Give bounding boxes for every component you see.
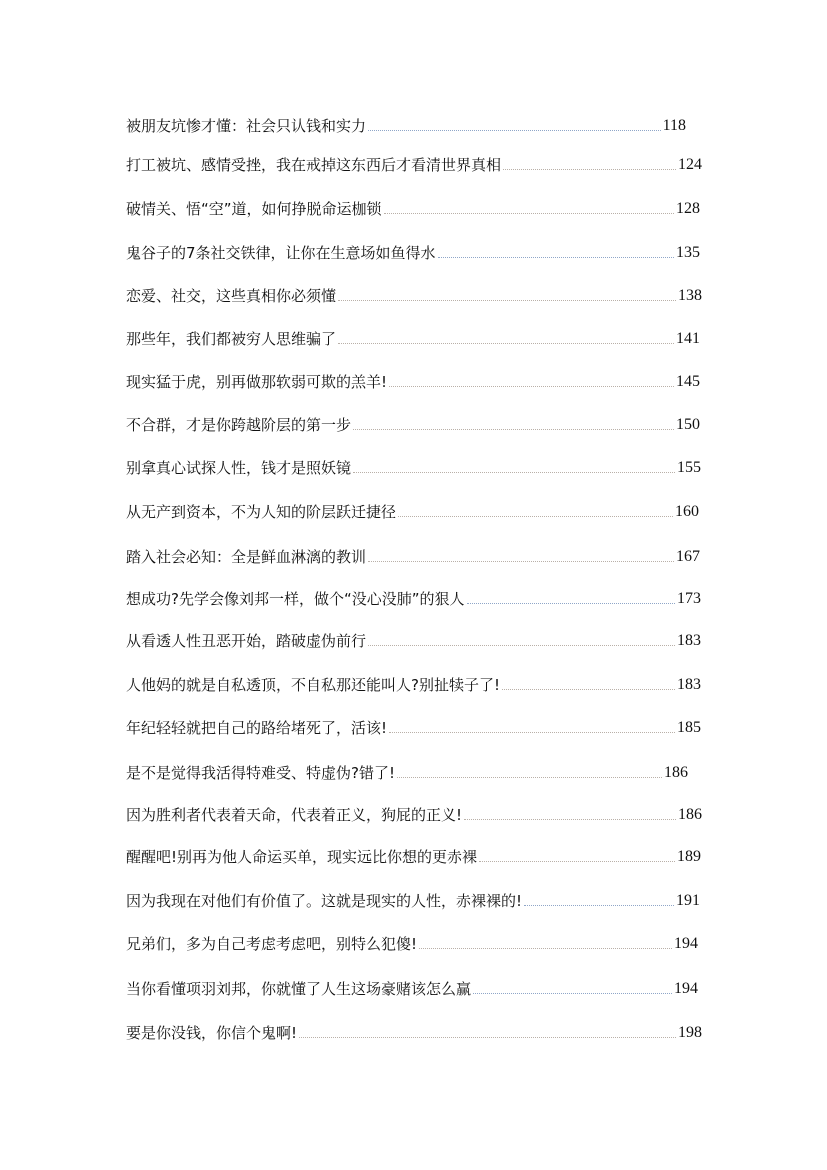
toc-entry bbox=[126, 371, 700, 393]
toc-entry-title: 恋爱、社交，这些真相你必须懂 bbox=[126, 287, 337, 305]
toc-entry bbox=[126, 242, 700, 264]
dot-leader bbox=[353, 429, 674, 430]
dot-leader bbox=[479, 861, 675, 862]
dot-leader bbox=[389, 732, 675, 733]
toc-entry bbox=[126, 630, 701, 652]
toc-entry-page: 185 bbox=[677, 719, 701, 736]
dot-leader bbox=[368, 561, 674, 562]
toc-entry-title: 是不是觉得我活得特难受、特虚伪?错了! bbox=[126, 764, 395, 782]
toc-entry-page: 186 bbox=[678, 806, 702, 823]
dot-leader bbox=[397, 777, 662, 778]
toc-entry-title: 打工被坑、感情受挫，我在戒掉这东西后才看清世界真相 bbox=[126, 156, 502, 174]
toc-entry bbox=[126, 154, 702, 176]
toc-entry-page: 183 bbox=[677, 676, 701, 693]
toc-entry-page: 183 bbox=[677, 632, 701, 649]
toc-entry-title: 踏入社会必知：全是鲜血淋漓的教训 bbox=[126, 548, 367, 566]
toc-entry-title: 被朋友坑惨才懂：社会只认钱和实力 bbox=[126, 117, 367, 135]
toc-entry-title: 人他妈的就是自私透顶，不自私那还能叫人?别扯犊子了! bbox=[126, 676, 500, 694]
toc-entry-page: 167 bbox=[676, 548, 700, 565]
toc-entry bbox=[126, 414, 700, 436]
toc-entry-title: 鬼谷子的7条社交铁律，让你在生意场如鱼得水 bbox=[126, 244, 436, 262]
toc-entry-page: 128 bbox=[676, 200, 700, 217]
dot-leader bbox=[389, 386, 674, 387]
toc-entry-title: 不合群，才是你跨越阶层的第一步 bbox=[126, 416, 352, 434]
toc-entry-title: 因为胜利者代表着天命，代表着正义，狗屁的正义! bbox=[126, 806, 463, 824]
toc-entry-page: 173 bbox=[677, 590, 701, 607]
dot-leader bbox=[338, 343, 674, 344]
dot-leader bbox=[419, 948, 672, 949]
dot-leader bbox=[353, 472, 675, 473]
dot-leader bbox=[398, 516, 673, 517]
toc-entry bbox=[126, 457, 701, 479]
toc-entry-title: 想成功?先学会像刘邦一样，做个“没心没肺”的狠人 bbox=[126, 590, 465, 608]
dot-leader bbox=[503, 169, 676, 170]
toc-entry bbox=[126, 933, 698, 955]
dot-leader bbox=[299, 1037, 676, 1038]
dot-leader bbox=[502, 689, 675, 690]
toc-entry-page: 155 bbox=[677, 459, 701, 476]
toc-entry bbox=[126, 588, 701, 610]
toc-entry bbox=[126, 717, 701, 739]
toc-entry-title: 从无产到资本，不为人知的阶层跃迁捷径 bbox=[126, 503, 397, 521]
toc-entry bbox=[126, 1022, 702, 1044]
toc-entry-page: 186 bbox=[664, 764, 688, 781]
toc-entry bbox=[126, 762, 688, 784]
toc-entry-title: 醒醒吧!别再为他人命运买单，现实远比你想的更赤裸 bbox=[126, 848, 478, 866]
toc-entry-page: 194 bbox=[674, 935, 698, 952]
toc-entry-title: 当你看懂项羽刘邦，你就懂了人生这场豪赌该怎么赢 bbox=[126, 980, 472, 998]
toc-entry-page: 145 bbox=[676, 373, 700, 390]
toc-entry-page: 118 bbox=[662, 117, 686, 134]
toc-entry-page: 138 bbox=[678, 287, 702, 304]
toc-entry-page: 198 bbox=[678, 1024, 702, 1041]
toc-entry-title: 别拿真心试探人性，钱才是照妖镜 bbox=[126, 459, 352, 477]
toc-entry bbox=[126, 115, 686, 137]
toc-entry-page: 124 bbox=[678, 156, 702, 173]
toc-entry-title: 要是你没钱，你信个鬼啊! bbox=[126, 1024, 298, 1042]
toc-entry bbox=[126, 285, 702, 307]
toc-entry bbox=[126, 501, 699, 523]
dot-leader bbox=[473, 993, 672, 994]
toc-entry-page: 150 bbox=[676, 416, 700, 433]
toc-entry bbox=[126, 804, 702, 826]
toc-entry-title: 年纪轻轻就把自己的路给堵死了，活该! bbox=[126, 719, 388, 737]
toc-entry-page: 160 bbox=[675, 503, 699, 520]
dot-leader bbox=[384, 213, 674, 214]
dot-leader bbox=[368, 645, 675, 646]
toc-entry-title: 因为我现在对他们有价值了。这就是现实的人性，赤裸裸的! bbox=[126, 892, 523, 910]
toc-entry bbox=[126, 674, 701, 696]
toc-entry-title: 破情关、悟“空”道，如何挣脱命运枷锁 bbox=[126, 200, 382, 218]
toc-entry-title: 那些年，我们都被穷人思维骗了 bbox=[126, 330, 337, 348]
dot-leader bbox=[438, 257, 674, 258]
toc-entry bbox=[126, 198, 700, 220]
toc-entry bbox=[126, 546, 700, 568]
dot-leader bbox=[524, 905, 674, 906]
toc-entry bbox=[126, 890, 700, 912]
toc-entry-title: 兄弟们，多为自己考虑考虑吧，别特么犯傻! bbox=[126, 935, 418, 953]
dot-leader bbox=[368, 130, 661, 131]
dot-leader bbox=[467, 603, 675, 604]
toc-entry bbox=[126, 978, 698, 1000]
toc-entry-title: 现实猛于虎，别再做那软弱可欺的羔羊! bbox=[126, 373, 388, 391]
toc-entry-page: 189 bbox=[677, 848, 701, 865]
toc-entry-page: 194 bbox=[674, 980, 698, 997]
toc-entry-page: 141 bbox=[676, 330, 700, 347]
dot-leader bbox=[464, 819, 676, 820]
toc-entry bbox=[126, 846, 701, 868]
dot-leader bbox=[338, 300, 676, 301]
toc-entry bbox=[126, 328, 700, 350]
toc-entry-page: 135 bbox=[676, 244, 700, 261]
toc-entry-page: 191 bbox=[676, 892, 700, 909]
toc-entry-title: 从看透人性丑恶开始，踏破虚伪前行 bbox=[126, 632, 367, 650]
